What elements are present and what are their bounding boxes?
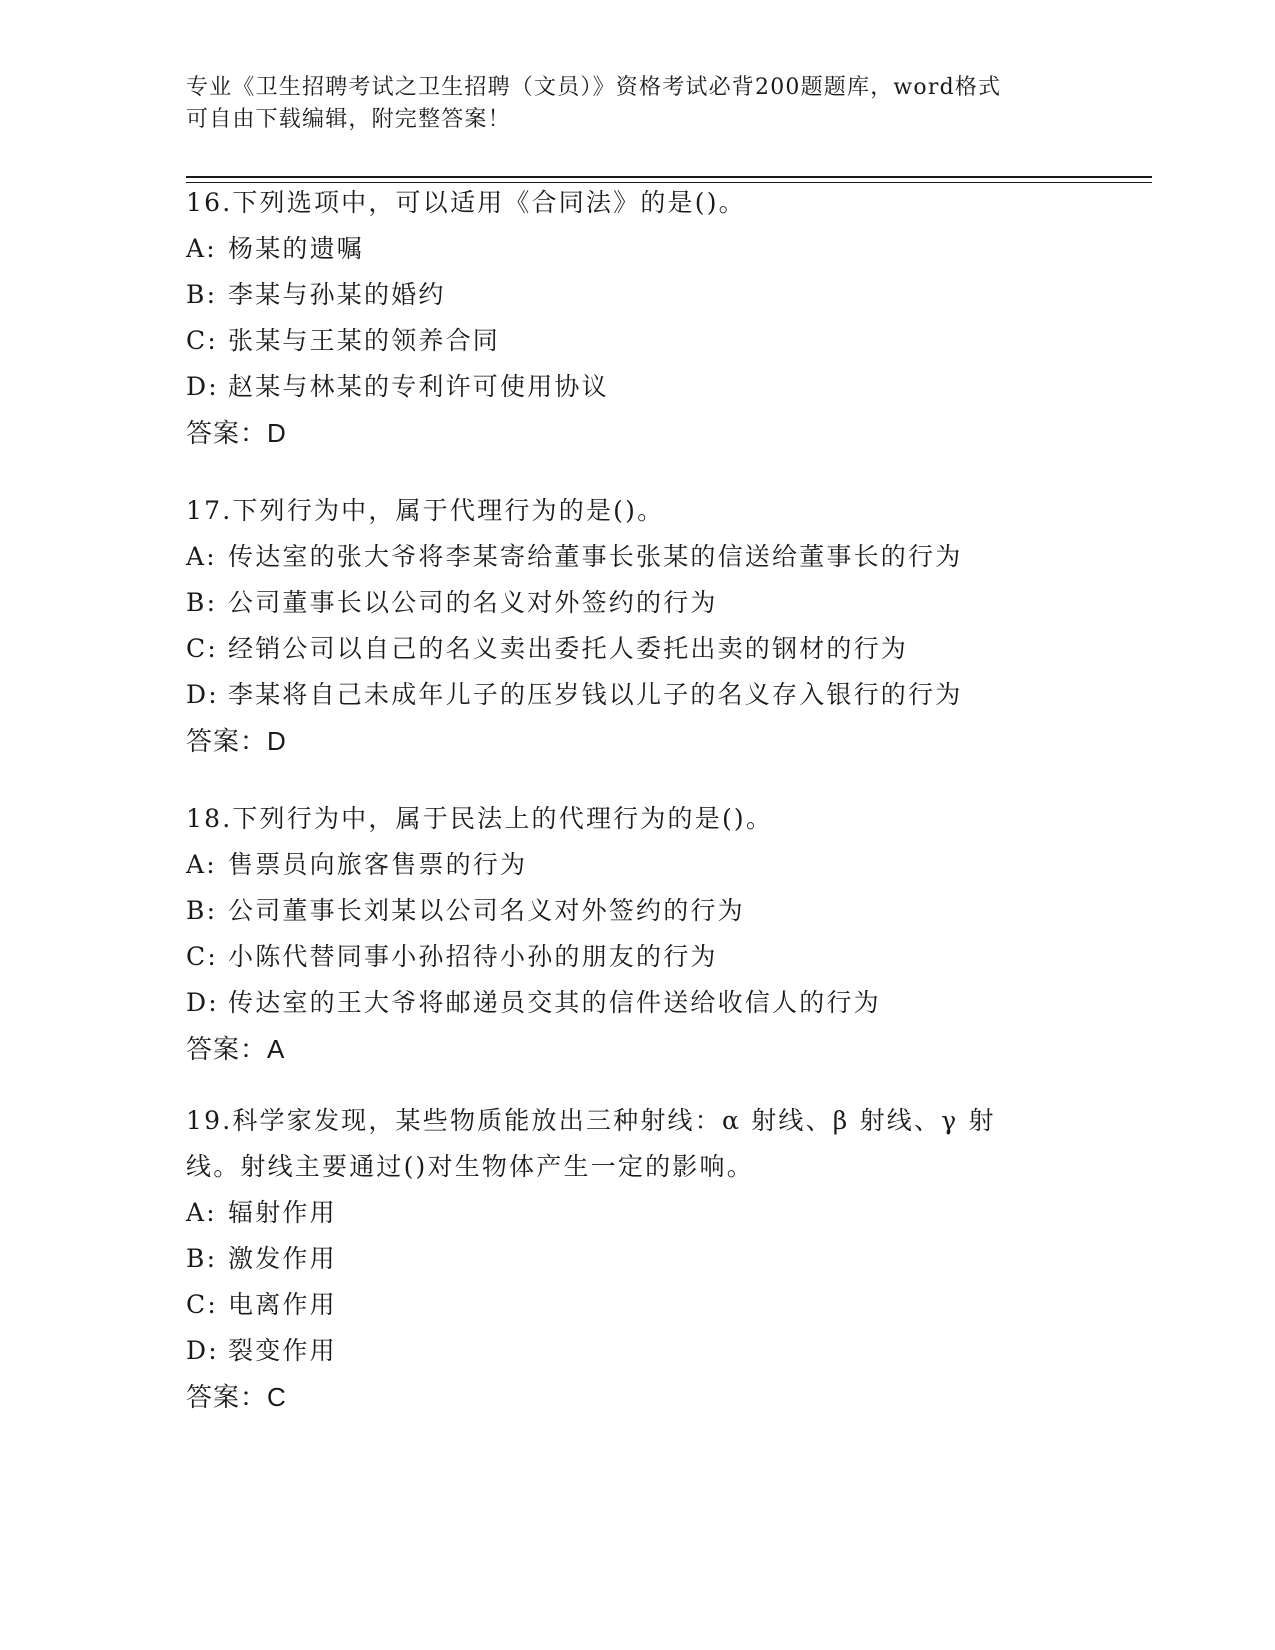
option-c [186,318,1086,364]
option-key: B: [186,588,218,617]
option-c [186,1282,1086,1328]
option-b [186,888,1086,934]
option-a [186,534,1086,580]
question-stem: 19.科学家发现，某些物质能放出三种射线：α 射线、β 射线、γ 射 [186,1106,996,1135]
option-key: A: [186,234,217,263]
option-c [186,934,1086,980]
option-text: 传达室的王大爷将邮递员交其的信件送给收信人的行为 [228,988,881,1017]
document-header [186,72,1086,136]
option-key: D: [186,372,219,401]
question-stem: 17.下列行为中，属于代理行为的是()。 [186,496,665,525]
option-text: 辐射作用 [228,1198,337,1227]
option-a [186,842,1086,888]
option-key: B: [186,896,218,925]
answer-label: 答案：C [186,1382,287,1412]
question-stem: 16.下列选项中，可以适用《合同法》的是()。 [186,188,746,217]
option-key: C: [186,326,218,355]
option-d [186,1328,1086,1374]
header-title-line-1: 专业《卫生招聘考试之卫生招聘（文员）》资格考试必背200题题库，word格式 [186,75,1002,100]
option-text: 激发作用 [228,1244,337,1273]
option-d [186,980,1086,1026]
option-text: 公司董事长以公司的名义对外签约的行为 [228,588,718,617]
option-a [186,1190,1086,1236]
question-19 [186,1098,1086,1420]
option-d [186,672,1086,718]
option-key: D: [186,680,219,709]
option-d [186,364,1086,410]
option-text: 赵某与林某的专利许可使用协议 [228,372,609,401]
option-text: 李某与孙某的婚约 [228,280,446,309]
question-18 [186,796,1086,1072]
question-stem-continuation: 线。射线主要通过()对生物体产生一定的影响。 [186,1152,754,1181]
option-key: C: [186,634,218,663]
question-17 [186,488,1086,764]
option-key: C: [186,1290,218,1319]
option-text: 杨某的遗嘱 [228,234,365,263]
answer-label: 答案：A [186,1034,286,1064]
option-c [186,626,1086,672]
answer-label: 答案：D [186,726,287,756]
option-text: 小陈代替同事小孙招待小孙的朋友的行为 [228,942,718,971]
option-text: 经销公司以自己的名义卖出委托人委托出卖的钢材的行为 [228,634,909,663]
option-text: 张某与王某的领养合同 [228,326,501,355]
option-key: A: [186,1198,217,1227]
option-a [186,226,1086,272]
option-text: 电离作用 [228,1290,337,1319]
option-b [186,1236,1086,1282]
option-text: 李某将自己未成年儿子的压岁钱以儿子的名义存入银行的行为 [228,680,963,709]
option-b [186,272,1086,318]
option-key: C: [186,942,218,971]
option-key: B: [186,280,218,309]
option-b [186,580,1086,626]
header-divider-thick [186,176,1152,178]
option-key: D: [186,988,219,1017]
option-text: 传达室的张大爷将李某寄给董事长张某的信送给董事长的行为 [228,542,963,571]
header-title-line-2: 可自由下载编辑，附完整答案！ [186,107,511,132]
question-16 [186,180,1086,456]
option-key: B: [186,1244,218,1273]
option-key: D: [186,1336,219,1365]
option-text: 裂变作用 [228,1336,337,1365]
answer-label: 答案：D [186,418,287,448]
option-text: 售票员向旅客售票的行为 [228,850,528,879]
question-stem: 18.下列行为中，属于民法上的代理行为的是()。 [186,804,774,833]
option-key: A: [186,850,217,879]
option-key: A: [186,542,217,571]
option-text: 公司董事长刘某以公司名义对外签约的行为 [228,896,745,925]
